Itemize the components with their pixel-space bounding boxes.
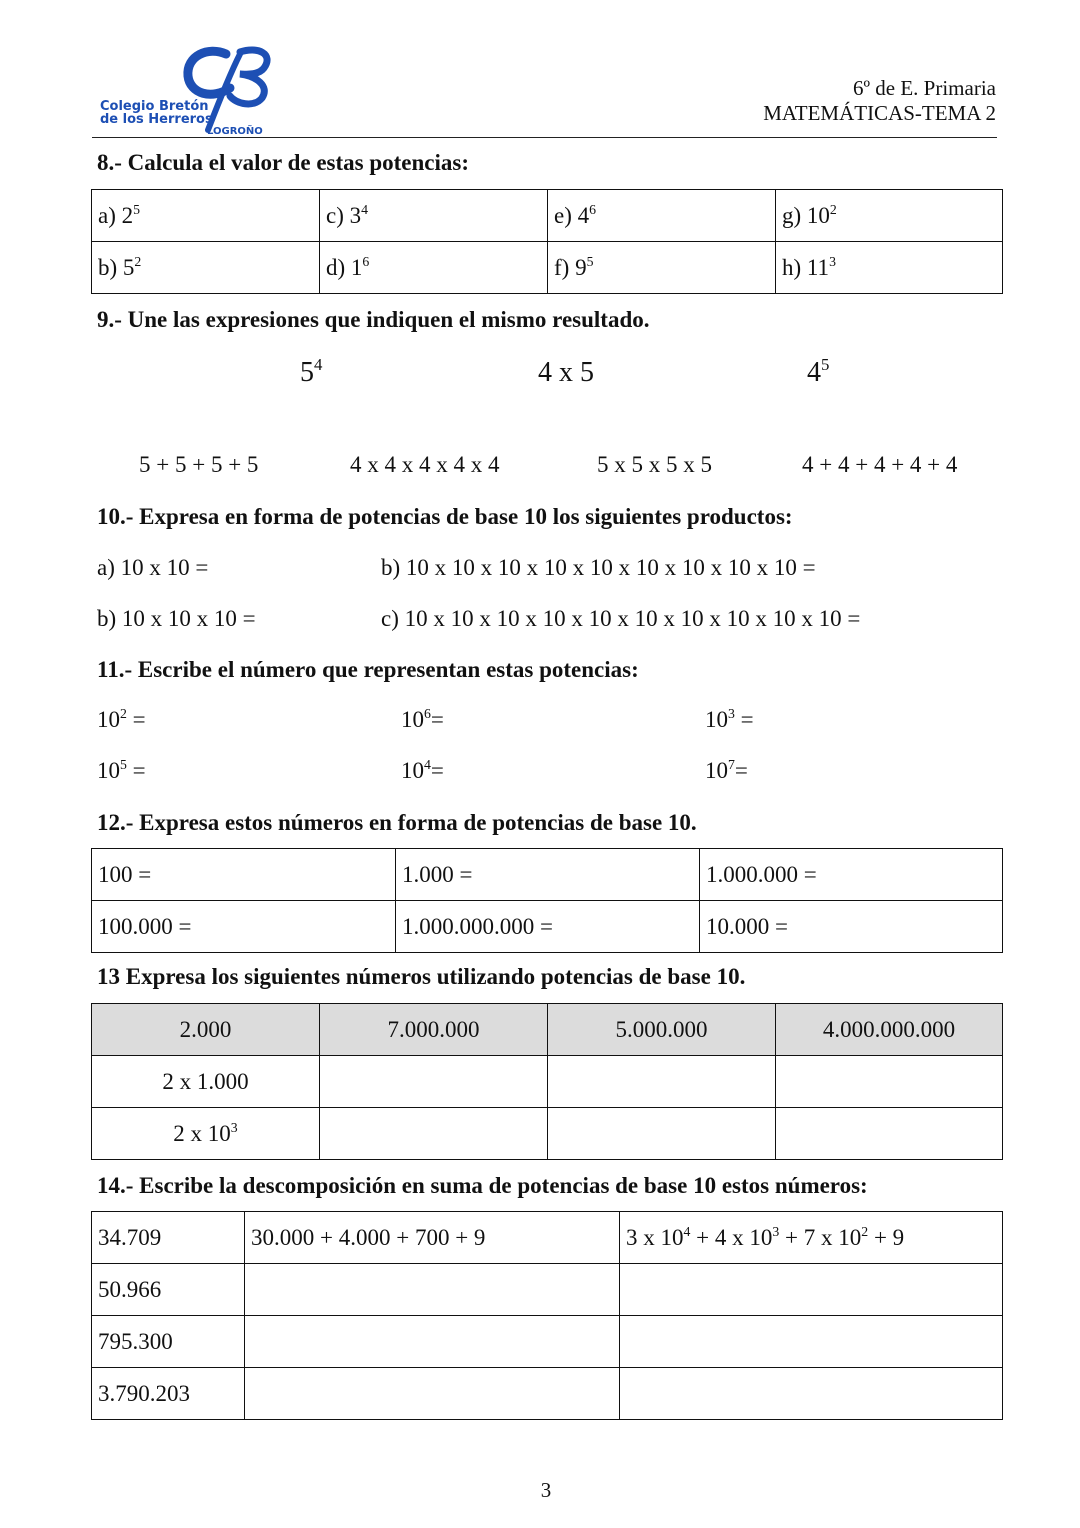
q8-cell-c: c) $3^4$	[320, 190, 548, 242]
q10-item-c: c) 10 x 10 x 10 x 10 x 10 x 10 x 10 x 10 x 10 x 10 =	[381, 606, 861, 631]
q14-number-cell: 50.966	[92, 1264, 245, 1316]
q11-item-6: $10^7=$	[705, 757, 748, 783]
q13-answer-cell[interactable]	[320, 1056, 548, 1108]
q14-title: 14.- Escribe la descomposición en suma de potencias de base 10 estos números:	[97, 1173, 868, 1198]
q10-item-a: a) 10 x 10 =	[97, 555, 209, 580]
q13-answer-cell[interactable]	[320, 1108, 548, 1160]
q13-answer-cell[interactable]	[776, 1108, 1003, 1160]
q9-top-expr-2[interactable]: 4 x 5	[538, 357, 594, 388]
q12-cell: 1.000.000.000 =	[396, 901, 700, 953]
q12-cell: 100.000 =	[92, 901, 396, 953]
q8-cell-f: f) $9^5$	[548, 242, 776, 294]
q8-cell-b: b) $5^2$	[92, 242, 320, 294]
q11-item-5: $10^4=$	[401, 757, 444, 783]
q9-bottom-expr-4[interactable]: 4 + 4 + 4 + 4 + 4	[802, 452, 958, 477]
q9-title: 9.- Une las expresiones que indiquen el mismo resultado.	[97, 307, 650, 332]
school-name: Colegio Bretón de los Herreros	[100, 99, 213, 127]
q14-powers-cell: 3 x $10^4 + 4$ x $10^3 + 7$ x $10^2 + 9$	[620, 1212, 1003, 1264]
header-course-info	[763, 76, 996, 126]
q9-bottom-expr-1[interactable]: 5 + 5 + 5 + 5	[139, 452, 259, 477]
q12-table	[91, 848, 1003, 953]
school-city: LOGROÑO	[207, 126, 263, 137]
q14-powers-answer-cell[interactable]	[620, 1316, 1003, 1368]
page-number: 3	[540, 1478, 552, 1502]
q10-title: 10.- Expresa en forma de potencias de base 10 los siguientes productos:	[97, 504, 793, 529]
q12-cell: 1.000.000 =	[700, 849, 1003, 901]
q8-cell-g: g) $10^2$	[776, 190, 1003, 242]
q13-answer-cell[interactable]	[548, 1056, 776, 1108]
q14-sum-answer-cell[interactable]	[245, 1264, 620, 1316]
q10-item-b2: b) 10 x 10 x 10 =	[97, 606, 256, 631]
course-label: 6º de E. Primaria	[853, 76, 996, 100]
q13-header-cell: 4.000.000.000	[776, 1004, 1003, 1056]
q12-cell: 1.000 =	[396, 849, 700, 901]
q11-item-3: $10^3$ =	[705, 706, 754, 732]
q13-answer-cell[interactable]	[548, 1108, 776, 1160]
header-divider	[92, 137, 997, 138]
q14-powers-answer-cell[interactable]	[620, 1368, 1003, 1420]
q14-sum-answer-cell[interactable]	[245, 1368, 620, 1420]
q14-sum-cell: 30.000 + 4.000 + 700 + 9	[245, 1212, 620, 1264]
q13-table	[91, 1003, 1003, 1160]
q11-item-4: $10^5$ =	[97, 757, 146, 783]
q13-row1-cell: 2 x 1.000	[92, 1056, 320, 1108]
q8-cell-e: e) $4^6$	[548, 190, 776, 242]
q13-answer-cell[interactable]	[776, 1056, 1003, 1108]
q8-cell-h: h) $11^3$	[776, 242, 1003, 294]
q14-powers-answer-cell[interactable]	[620, 1264, 1003, 1316]
q11-item-2: $10^6=$	[401, 706, 444, 732]
q8-table	[91, 189, 1003, 294]
q13-row2-cell: 2 x $10^3$	[92, 1108, 320, 1160]
q8-cell-d: d) $1^6$	[320, 242, 548, 294]
q9-top-expr-1[interactable]: $5^4$	[300, 355, 323, 388]
q13-header-cell: 7.000.000	[320, 1004, 548, 1056]
q14-table	[91, 1211, 1003, 1420]
q11-title: 11.- Escribe el número que representan estas potencias:	[97, 657, 639, 682]
q9-bottom-expr-3[interactable]: 5 x 5 x 5 x 5	[597, 452, 712, 477]
q9-top-expr-3[interactable]: $4^5$	[807, 355, 830, 388]
q9-bottom-expr-2[interactable]: 4 x 4 x 4 x 4 x 4	[350, 452, 500, 477]
q12-cell: 10.000 =	[700, 901, 1003, 953]
q10-item-b: b) 10 x 10 x 10 x 10 x 10 x 10 x 10 x 10 x 10 =	[381, 555, 816, 580]
q14-sum-answer-cell[interactable]	[245, 1316, 620, 1368]
q14-number-cell: 3.790.203	[92, 1368, 245, 1420]
q12-title: 12.- Expresa estos números en forma de potencias de base 10.	[97, 810, 697, 835]
q8-title: 8.- Calcula el valor de estas potencias:	[97, 150, 470, 175]
q11-item-1: $10^2$ =	[97, 706, 146, 732]
subject-label: MATEMÁTICAS-TEMA 2	[763, 101, 996, 125]
q12-cell: 100 =	[92, 849, 396, 901]
q13-title: 13 Expresa los siguientes números utilizando potencias de base 10.	[97, 964, 746, 989]
q13-header-cell: 5.000.000	[548, 1004, 776, 1056]
q14-number-cell: 795.300	[92, 1316, 245, 1368]
q8-cell-a: a) $2^5$	[92, 190, 320, 242]
q13-header-cell: 2.000	[92, 1004, 320, 1056]
q14-number-cell: 34.709	[92, 1212, 245, 1264]
